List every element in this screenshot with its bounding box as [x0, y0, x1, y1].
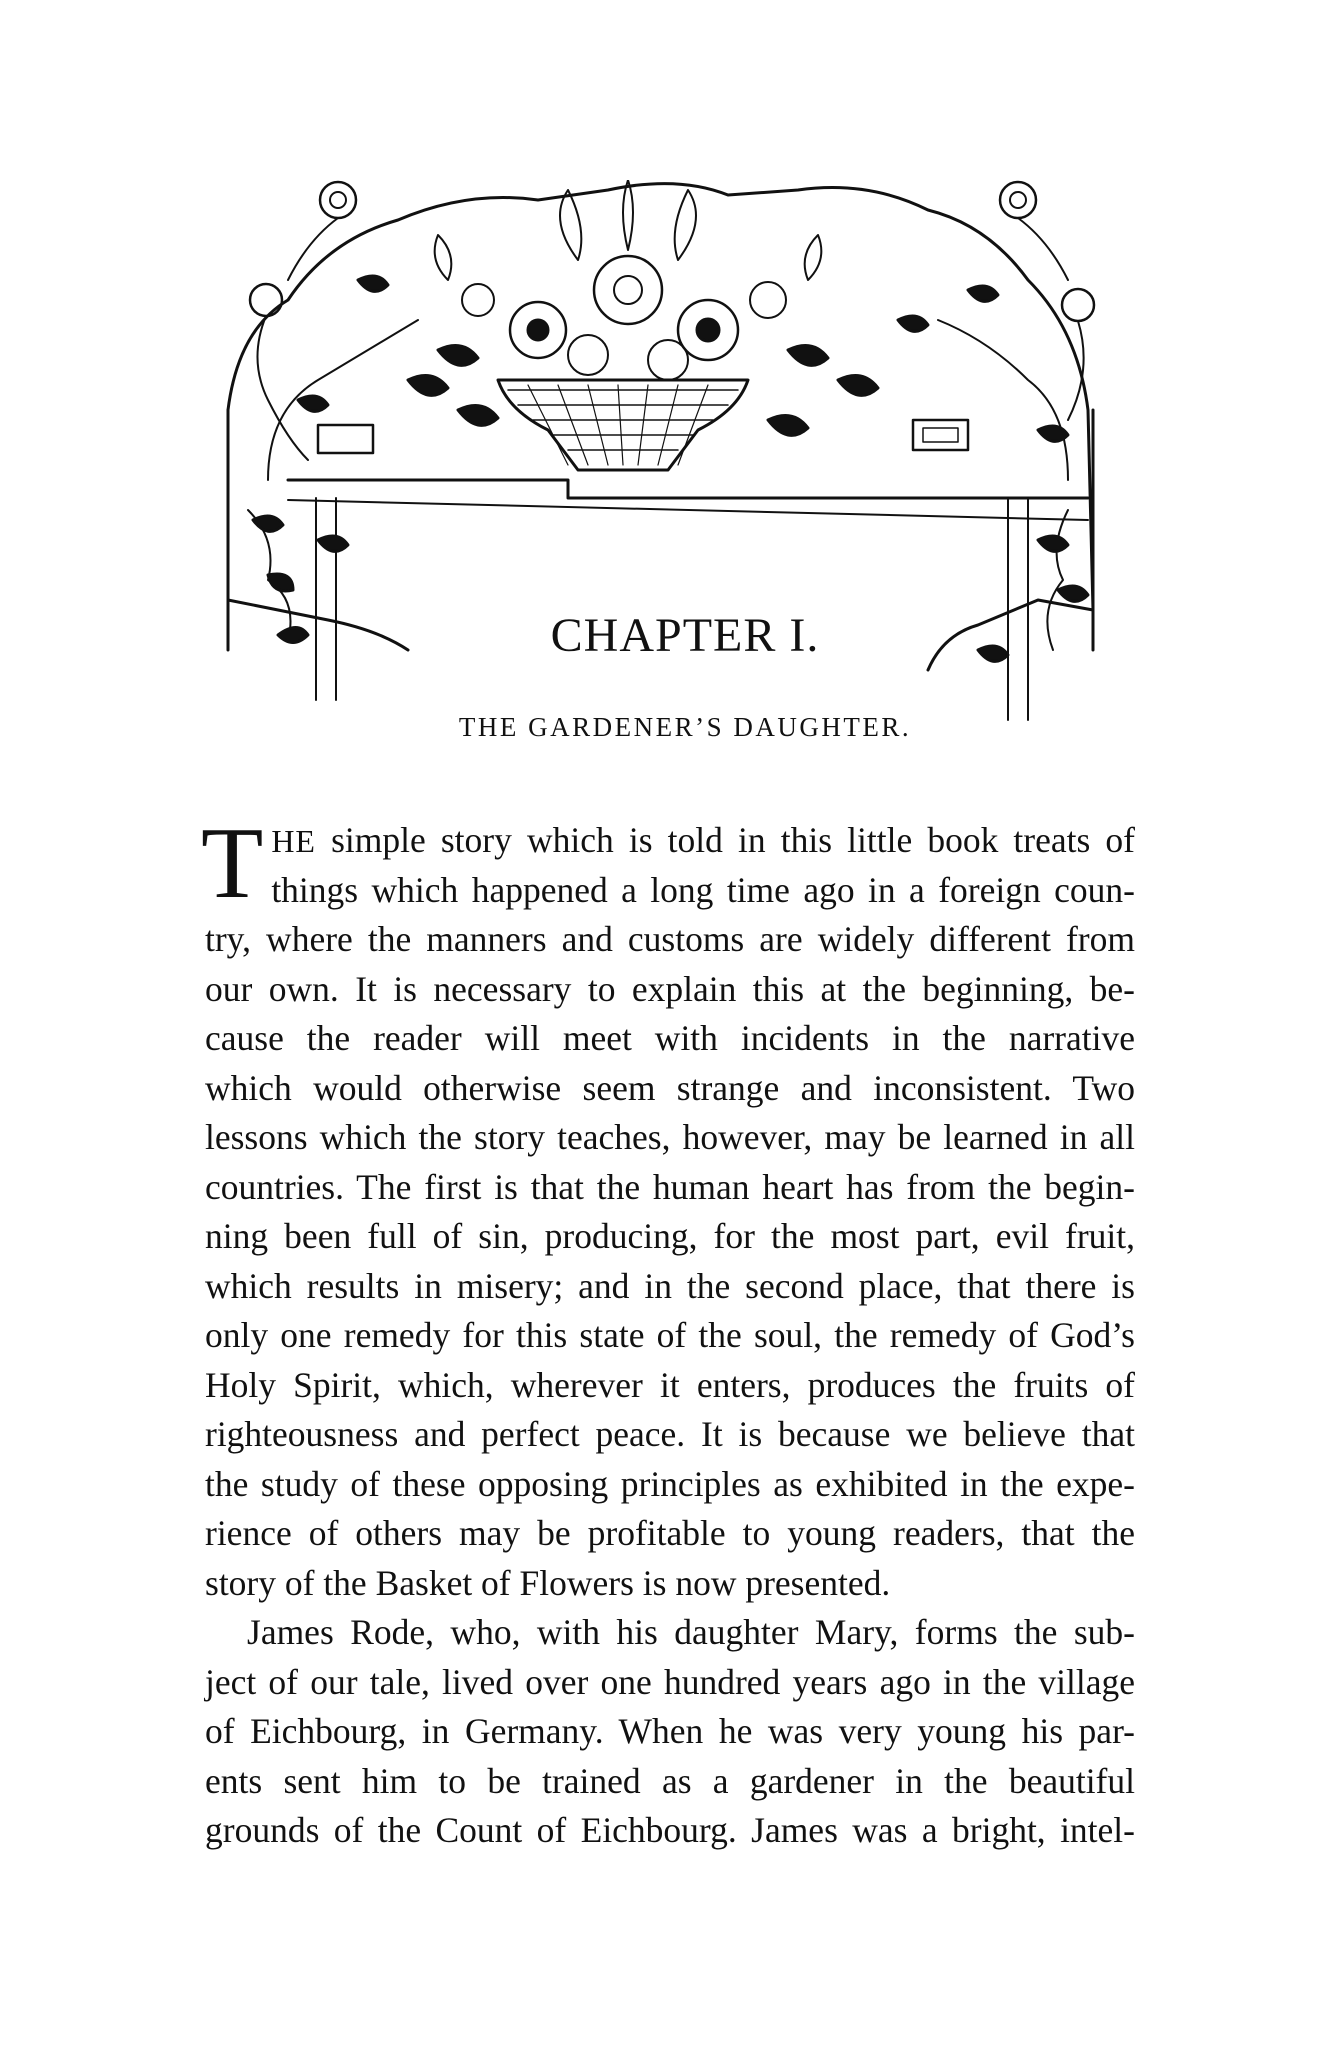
flower-basket-headpiece-icon	[208, 180, 1133, 780]
text-line: HE simple story which is told in this little book treats of	[271, 820, 1135, 860]
drop-cap: T	[201, 807, 264, 920]
text-line: of Eichbourg, in Germany. When he was very young his par-	[205, 1711, 1135, 1751]
text-line: James Rode, who, with his daughter Mary, forms the sub-	[247, 1612, 1135, 1652]
text-line: lessons which the story teaches, however, may be learned in all	[205, 1117, 1135, 1157]
text-line: cause the reader will meet with incidents in the narrative	[205, 1018, 1135, 1058]
text-line: righteousness and perfect peace. It is because we believe that	[205, 1414, 1135, 1454]
text-line: grounds of the Count of Eichbourg. James was a bright, intel-	[205, 1810, 1135, 1850]
text-line: rience of others may be profitable to young readers, that the	[205, 1513, 1135, 1553]
text-line: our own. It is necessary to explain this at the beginning, be-	[205, 968, 1135, 1009]
text-line: ents sent him to be trained as a gardener in the beautiful	[205, 1760, 1135, 1801]
text-line: Holy Spirit, which, wherever it enters, produces the fruits of	[205, 1364, 1135, 1405]
chapter-subtitle: THE GARDENER’S DAUGHTER.	[458, 712, 912, 742]
chapter-title: CHAPTER I.	[550, 609, 820, 662]
text-line: ning been full of sin, producing, for the most part, evil fruit,	[205, 1216, 1135, 1256]
text-line: only one remedy for this state of the soul, the remedy of God’s	[205, 1315, 1135, 1355]
text-line: which would otherwise seem strange and inconsistent. Two	[205, 1067, 1135, 1108]
text-line: which results in misery; and in the second place, that there is	[205, 1265, 1135, 1306]
text-line: story of the Basket of Flowers is now presented.	[205, 1562, 891, 1603]
text-line: countries. The first is that the human heart has from the begin-	[205, 1166, 1135, 1207]
body-text	[201, 807, 1135, 1856]
text-line: try, where the manners and customs are widely different from	[205, 919, 1135, 959]
text-line: things which happened a long time ago in a foreign coun-	[271, 869, 1135, 910]
text-line: the study of these opposing principles as exhibited in the expe-	[205, 1463, 1135, 1504]
text-line: ject of our tale, lived over one hundred years ago in the village	[205, 1661, 1135, 1702]
